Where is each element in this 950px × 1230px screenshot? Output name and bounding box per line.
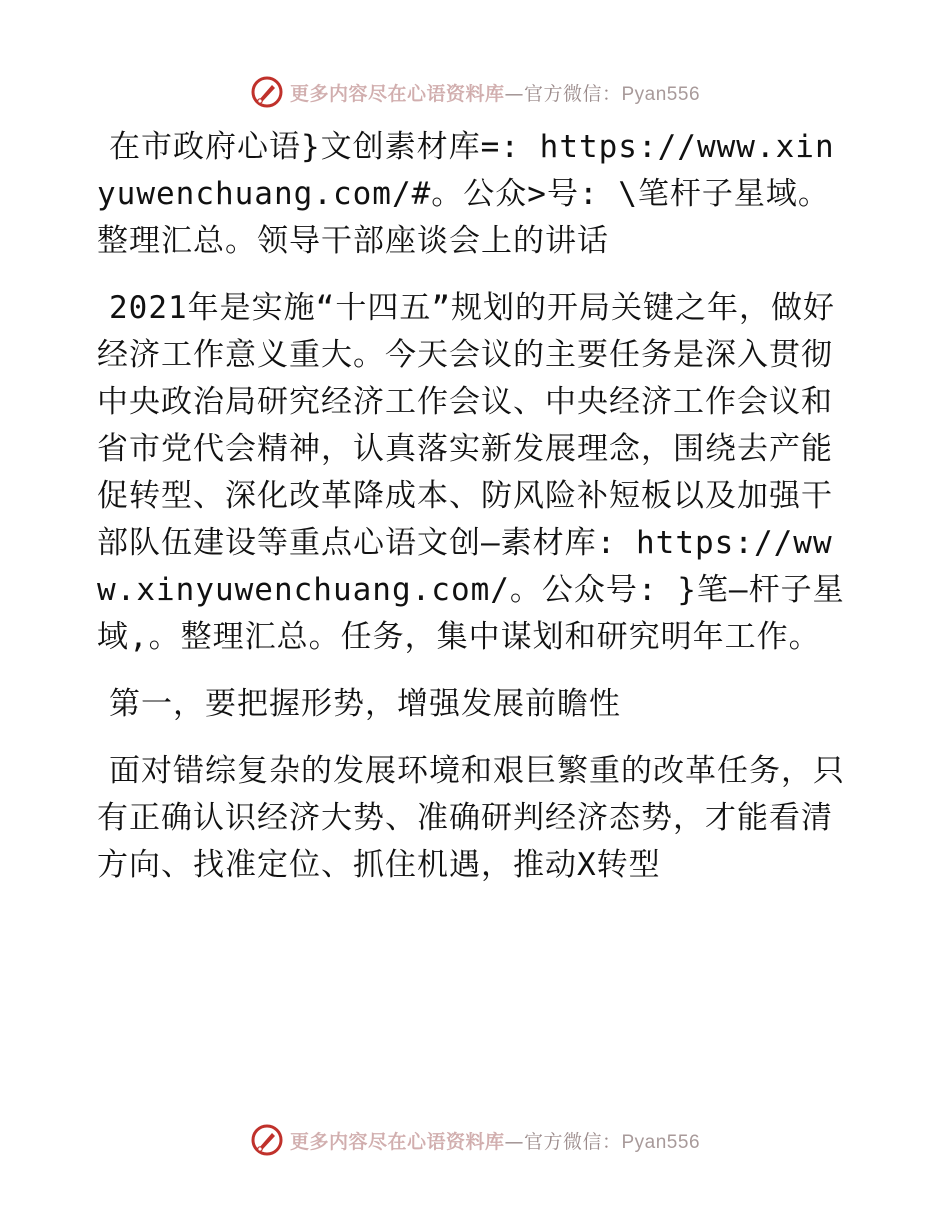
- logo-icon: [250, 1123, 284, 1157]
- logo-icon: [250, 75, 284, 109]
- watermark-separator: —: [504, 82, 524, 105]
- watermark-wechat-id: Pyan556: [621, 83, 701, 105]
- paragraph-intro: 在市政府心语}文创素材库=: https://www.xinyuwenchuang.com/#。公众>号: \笔杆子星域。整理汇总。领导干部座谈会上的讲话: [97, 129, 835, 259]
- watermark-label: 官方微信：: [523, 82, 622, 105]
- watermark-label: 官方微信：: [523, 1130, 622, 1153]
- watermark-separator: —: [504, 1130, 524, 1153]
- watermark-brand: 更多内容尽在心语资料库: [289, 82, 505, 105]
- document-body: [97, 124, 849, 909]
- paragraph-section-body: 面对错综复杂的发展环境和艰巨繁重的改革任务，只有正确认识经济大势、准确研判经济态势，才能看清方向、找准定位、抓住机遇，推动X转型: [97, 753, 845, 883]
- watermark-text: [290, 79, 700, 106]
- section-heading: 第一，要把握形势，增强发展前瞻性: [109, 686, 621, 722]
- watermark-brand: 更多内容尽在心语资料库: [289, 1130, 505, 1153]
- watermark-wechat-id: Pyan556: [621, 1131, 701, 1153]
- footer-watermark: [0, 1120, 950, 1160]
- header-watermark: [0, 72, 950, 112]
- watermark-text: [290, 1127, 700, 1154]
- paragraph-main: 2021年是实施“十四五”规划的开局关键之年，做好经济工作意义重大。今天会议的主要任务是深入贯彻中央政治局研究经济工作会议、中央经济工作会议和省市党代会精神，认真落实新发展理念，围绕去产能促转型、深化改革降成本、防风险补短板以及加强干部队伍建设等重点心语文创—素材库: https://www.xinyuwenchuang.com/。公众号: }笔—杆子星域,。整理汇总。任务，集中谋划和研究明年工作。: [97, 290, 845, 655]
